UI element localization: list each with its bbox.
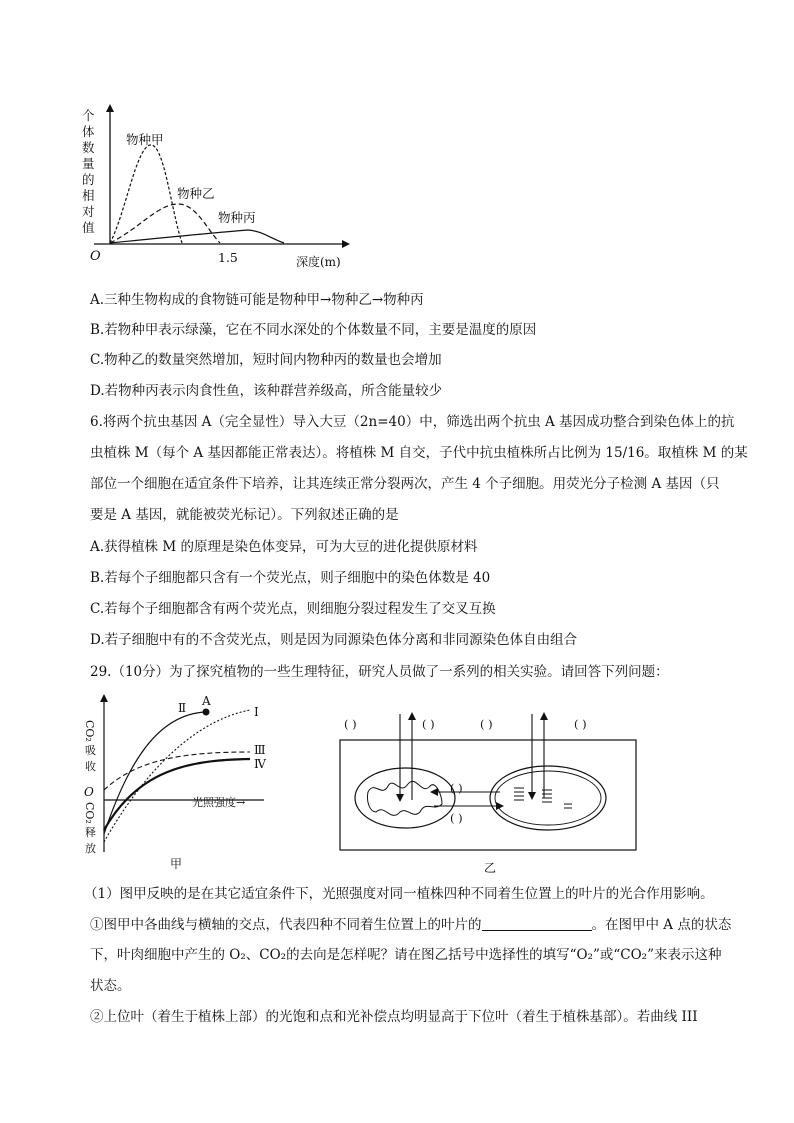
- fig1-x-arrow: [342, 240, 350, 248]
- jia-ylabel-char: CO₂: [83, 802, 96, 824]
- jia-ylabel-char: 收: [85, 760, 96, 773]
- yi-blank-4[interactable]: ( ): [574, 717, 587, 731]
- q29-stem: 29.（10分）为了探究植物的一些生理特征，研究人员做了一系列的相关实验。请回答下列问题：: [90, 664, 669, 680]
- curve-III: [104, 752, 250, 790]
- yi-blank-1[interactable]: ( ): [344, 717, 357, 731]
- species-c-curve: [110, 230, 284, 243]
- leaf-cell-outline: [340, 740, 636, 850]
- jia-ylabel-bottom: [83, 802, 96, 855]
- fig1-origin: O: [90, 249, 101, 264]
- q29-part1-q1-text: ①图甲中各曲线与横轴的交点，代表四种不同着生位置上的叶片的: [90, 917, 482, 933]
- label-I: Ⅰ: [254, 705, 259, 719]
- answer-blank[interactable]: [482, 914, 592, 931]
- species-a-curve: [110, 145, 182, 243]
- mitochondrion-cristae: [367, 781, 442, 815]
- q5-option-d: D.若物种丙表示肉食性鱼，该种群营养级高，所含能量较少: [90, 383, 443, 399]
- fig1-xtick: 1.5: [218, 250, 238, 265]
- curve-IV: [104, 759, 250, 830]
- yi-blank-5[interactable]: ( ): [450, 781, 463, 795]
- q6-stem-line: 虫植株 M（每个 A 基因都能正常表达）。将植株 M 自交，子代中抗虫植株所占比例为 15/16。取植株 M 的某: [90, 445, 748, 461]
- cell-gas-exchange-figure: [330, 700, 650, 876]
- q6-stem-line: 部位一个细胞在适宜条件下培养，让其连续正常分裂两次，产生 4 个子细胞。用荧光分子检测 A 基因（只: [90, 476, 720, 492]
- light-intensity-figure: [78, 692, 283, 874]
- jia-ylabel-char: 吸: [85, 744, 96, 757]
- label-A: A: [202, 694, 211, 708]
- mitochondrion: [355, 768, 455, 828]
- jia-ylabel-top: [83, 720, 96, 773]
- yi-caption: 乙: [484, 861, 497, 875]
- fig1-ylabel-char: 相: [82, 188, 95, 203]
- curve-I: [104, 710, 250, 842]
- q5-option-b: B.若物种甲表示绿藻，它在不同水深处的个体数量不同，主要是温度的原因: [90, 322, 537, 338]
- fig1-ylabel: [82, 108, 95, 235]
- species-c-label: 物种丙: [218, 210, 256, 225]
- species-depth-figure: [70, 100, 370, 275]
- yi-blank-2[interactable]: ( ): [422, 717, 435, 731]
- q29-part1: （1）图甲反映的是在其它适宜条件下，光照强度对同一植株四种不同着生位置上的叶片的光合作用影响。: [84, 886, 714, 902]
- q6-option-d: D.若子细胞中有的不含荧光点，则是因为同源染色体分离和非同源染色体自由组合: [90, 632, 578, 648]
- jia-ylabel-char: 放: [85, 842, 96, 855]
- q6-stem-line: 6.将两个抗虫基因 A（完全显性）导入大豆（2n=40）中，筛选出两个抗虫 A 基因成功整合到染色体上的抗: [90, 414, 735, 430]
- fig1-xlabel: 深度(m): [296, 255, 341, 269]
- species-a-label: 物种甲: [126, 132, 164, 147]
- q29-part1-line4: 状态。: [90, 978, 131, 994]
- grana: [514, 788, 572, 808]
- q5-option-c: C.物种乙的数量突然增加，短时间内物种丙的数量也会增加: [90, 352, 442, 368]
- fig1-y-arrow: [106, 104, 114, 112]
- fig1-ylabel-char: 的: [82, 172, 95, 187]
- q6-option-b: B.若每个子细胞都只含有一个荧光点，则子细胞中的染色体数是 40: [90, 570, 491, 586]
- label-III: Ⅲ: [254, 743, 266, 757]
- label-IV: Ⅳ: [254, 757, 266, 771]
- species-b-label: 物种乙: [177, 186, 215, 201]
- curve-II: [104, 712, 206, 834]
- fig1-ylabel-char: 体: [82, 124, 95, 139]
- q29-part1-q1-text-cont: 。在图甲中 A 点的状态: [591, 917, 732, 933]
- jia-y-arrow: [100, 694, 108, 702]
- fig1-ylabel-char: 个: [82, 108, 95, 123]
- yi-blank-6[interactable]: ( ): [450, 811, 463, 825]
- fig1-ylabel-char: 数: [82, 140, 95, 155]
- q6-option-a: A.获得植株 M 的原理是染色体变异，可为大豆的进化提供原材料: [90, 539, 478, 555]
- jia-origin: O: [84, 785, 94, 799]
- fig1-ylabel-char: 对: [82, 204, 95, 219]
- fig1-ylabel-char: 值: [82, 220, 95, 235]
- jia-caption: 甲: [170, 857, 183, 871]
- q29-part2: ②上位叶（着生于植株上部）的光饱和点和光补偿点均明显高于下位叶（着生于植株基部）。若曲线 III: [90, 1009, 698, 1025]
- jia-ylabel-char: CO₂: [83, 720, 96, 742]
- q5-option-a: A.三种生物构成的食物链可能是物种甲→物种乙→物种丙: [90, 292, 424, 308]
- point-A: [203, 709, 210, 716]
- q6-option-c: C.若每个子细胞都含有两个荧光点，则细胞分裂过程发生了交叉互换: [90, 601, 496, 617]
- yi-blank-3[interactable]: ( ): [480, 717, 493, 731]
- label-II: Ⅱ: [178, 701, 187, 715]
- q29-part1-line3: 下，叶肉细胞中产生的 O₂、CO₂的去向是怎样呢？请在图乙括号中选择性的填写“O₂”或“CO₂”来表示这种: [90, 947, 722, 963]
- fig1-ylabel-char: 量: [82, 156, 95, 171]
- jia-xlabel: 光照强度→: [192, 796, 246, 809]
- jia-ylabel-char: 释: [85, 826, 96, 839]
- q29-part1-q1: [90, 914, 731, 935]
- q6-stem-line: 要是 A 基因，就能被荧光标记）。下列叙述正确的是: [90, 507, 399, 523]
